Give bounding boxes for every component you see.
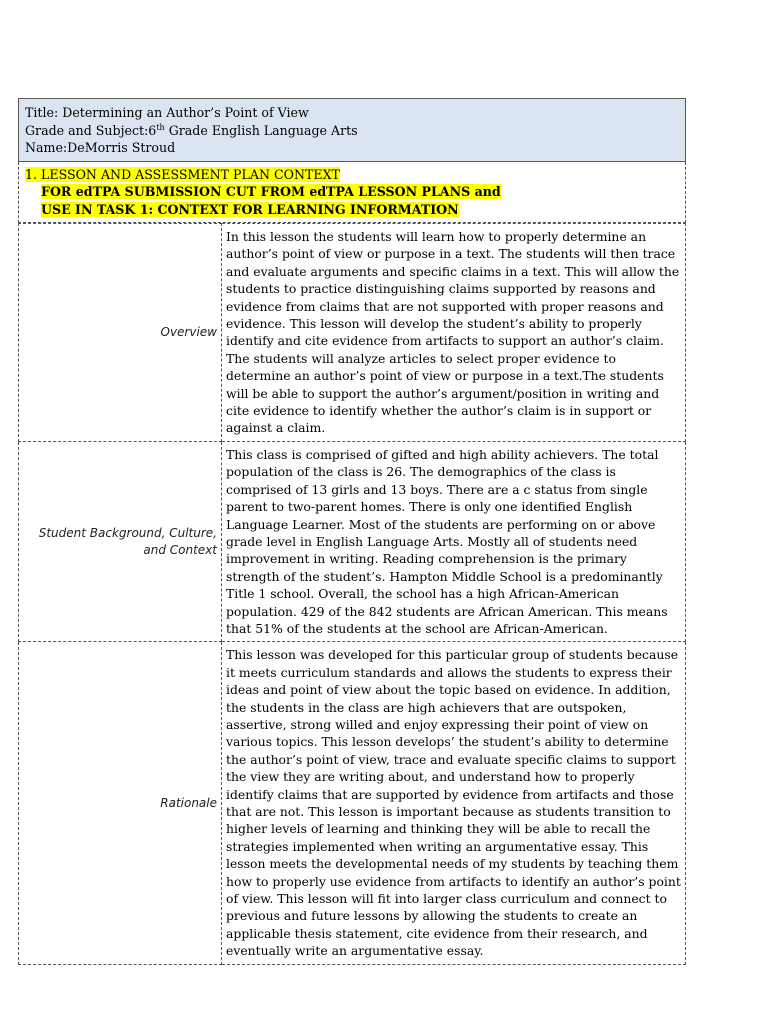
row-label-line-2: and Context <box>143 542 217 557</box>
section-heading-text-3: USE IN TASK 1: CONTEXT FOR LEARNING INFORMATION <box>41 201 459 217</box>
row-label-student-background <box>19 441 222 641</box>
table-row <box>19 642 686 964</box>
grade-prefix: Grade and Subject:6 <box>25 122 157 138</box>
grade-and-subject <box>25 122 679 140</box>
section-heading-text-2: FOR edTPA SUBMISSION CUT FROM edTPA LESSON PLANS and <box>41 184 501 199</box>
grade-suffix: Grade English Language Arts <box>164 122 358 138</box>
row-label-overview: Overview <box>19 224 222 442</box>
author-name: Name:DeMorris Stroud <box>25 140 176 155</box>
lesson-plan-document <box>18 98 686 965</box>
section-heading-line-1 <box>25 166 679 184</box>
row-text-rationale: This lesson was developed for this particular group of students because it meets curriculum standards and allows the students to express their ideas and point of view about the topic based on evidence. In addition, the students in the class are high achievers that are outspoken, assertive, strong willed and enjoy expressing their point of view on various topics. This lesson develops’ the student’s ability to determine the author’s point of view, trace and evaluate specific claims to support the view they are writing about, and understand how to properly identify claims that are supported by evidence from artifacts and those that are not. This lesson is important because as students transition to higher levels of learning and thinking they will be able to recall the strategies implemented when writing an argumentative essay. This lesson meets the developmental needs of my students by teaching them how to properly use evidence from artifacts to identify an author’s point of view. This lesson will fit into larger class curriculum and connect to previous and future lessons by allowing the students to create an applicable thesis statement, cite evidence from their research, and eventually write an argumentative essay. <box>222 642 686 964</box>
row-text-overview: In this lesson the students will learn how to properly determine an author’s point of view or purpose in a text. The students will then trace and evaluate arguments and specific claims in a text. This will allow the students to practice distinguishing claims supported by reasons and evidence from claims that are not supported with proper reasons and evidence. This lesson will develop the student’s ability to properly identify and cite evidence from artifacts to support an author’s claim. The students will analyze articles to select proper evidence to determine an author’s point of view or purpose in a text.The students will be able to support the author’s argument/position in writing and cite evidence to identify whether the author’s claim is in support or against a claim. <box>222 224 686 442</box>
row-label-line-1: Student Background, Culture, <box>38 525 217 540</box>
section-heading-text-1: 1. LESSON AND ASSESSMENT PLAN CONTEXT <box>25 166 340 182</box>
lesson-title: Title: Determining an Author’s Point of View <box>25 105 309 120</box>
table-row <box>19 224 686 442</box>
header-block <box>18 98 686 162</box>
row-text-student-background: This class is comprised of gifted and high ability achievers. The total population of the class is 26. The demographics of the class is comprised of 13 girls and 13 boys. There are a c status from single parent to two-parent homes. There is only one identified English Language Learner. Most of the students are performing on or above grade level in English Language Arts. Mostly all of students need improvement in writing. Reading comprehension is the primary strength of the student’s. Hampton Middle School is a predominantly Title 1 school. Overall, the school has a high African-American population. 429 of the 842 students are African American. This means that 51% of the students at the school are African-American. <box>222 441 686 641</box>
grade-superscript: th <box>156 122 165 132</box>
section-heading-line-2 <box>25 183 679 201</box>
table-row <box>19 441 686 641</box>
section-heading-line-3 <box>25 201 679 219</box>
section-heading-block <box>18 162 686 224</box>
row-label-rationale: Rationale <box>19 642 222 964</box>
context-table <box>18 223 686 965</box>
